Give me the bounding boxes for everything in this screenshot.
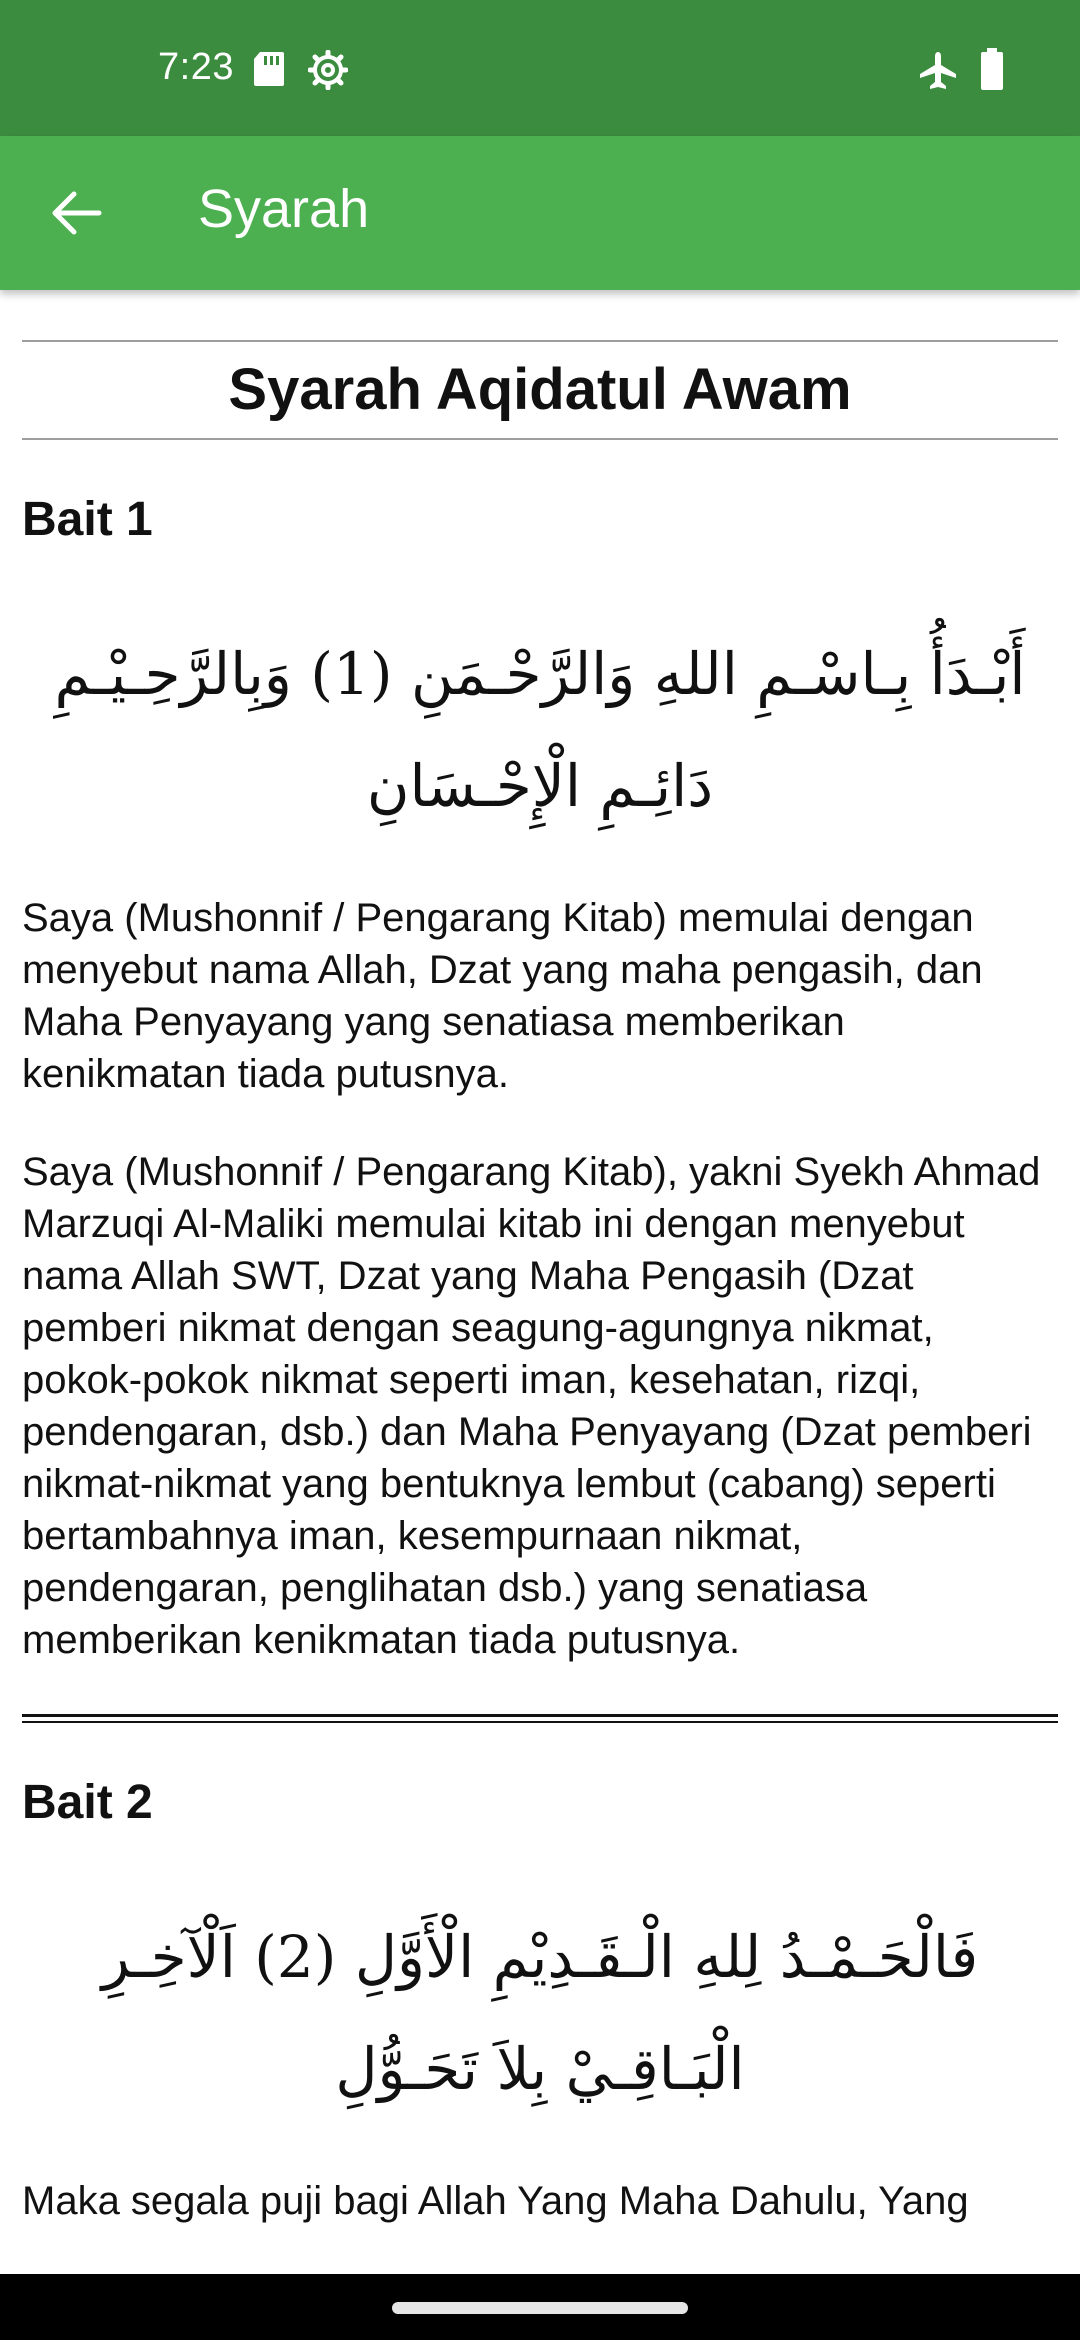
airplane-mode-icon (918, 50, 958, 95)
bait-heading: Bait 2 (22, 1776, 153, 1829)
bait-section (22, 1775, 1058, 2227)
document-title: Syarah Aqidatul Awam (228, 357, 852, 422)
syarah-content[interactable] (22, 290, 1058, 2274)
explanation-paragraph: Maka segala puji bagi Allah Yang Maha Dahulu, Yang (22, 2179, 969, 2223)
app-bar (0, 136, 1080, 290)
status-bar (0, 0, 1080, 136)
explanation-paragraph: Saya (Mushonnif / Pengarang Kitab), yakni Syekh Ahmad Marzuqi Al-Maliki memulai kitab ini dengan menyebut nama Allah SWT, Dzat yang Maha Pengasih (Dzat pemberi nikmat dengan seagung-agungnya nikmat, pokok-pokok nikmat seperti iman, kesehatan, rizqi, pendengaran, dsb.) dan Maha Penyayang (Dzat pemberi nikmat-nikmat yang bentuknya lembut (cabang) seperti bertambahnya iman, kesempurnaan nikmat, pendengaran, penglihatan dsb.) yang senatiasa memberikan kenikmatan tiada putusnya. (22, 1150, 1041, 1662)
bait-section (22, 492, 1058, 1666)
app-title: Syarah (198, 179, 370, 239)
bait-heading: Bait 1 (22, 493, 153, 546)
sd-card-icon (252, 50, 286, 93)
section-divider (22, 1714, 1058, 1723)
battery-icon (980, 48, 1004, 95)
arabic-verse: أَبْـدَأُ بِـاسْـمِ اللهِ وَالرَّحْـمَنِ (1) وَبِالرَّحِـيْـمِ دَائِـمِ الْإِحْـسَانِ (54, 640, 1026, 820)
navigation-bar (0, 2274, 1080, 2340)
title-bottom-divider (22, 438, 1058, 440)
status-time: 7:23 (158, 46, 234, 88)
back-button[interactable] (36, 172, 118, 254)
explanation-paragraph: Saya (Mushonnif / Pengarang Kitab) memulai dengan menyebut nama Allah, Dzat yang maha pengasih, dan Maha Penyayang yang senatiasa memberikan kenikmatan tiada putusnya. (22, 896, 983, 1096)
gesture-handle-icon[interactable] (392, 2302, 688, 2314)
settings-gear-icon (308, 50, 348, 95)
arrow-left-icon (52, 191, 102, 235)
title-top-divider (22, 340, 1058, 342)
arabic-verse: فَالْحَـمْـدُ لِلهِ الْـقَـدِيْمِ الْأَوَّلِ (2) اَلْآخِـرِ الْبَـاقِـيْ بِلاَ تَحَـوُّلِ (101, 1923, 979, 2103)
